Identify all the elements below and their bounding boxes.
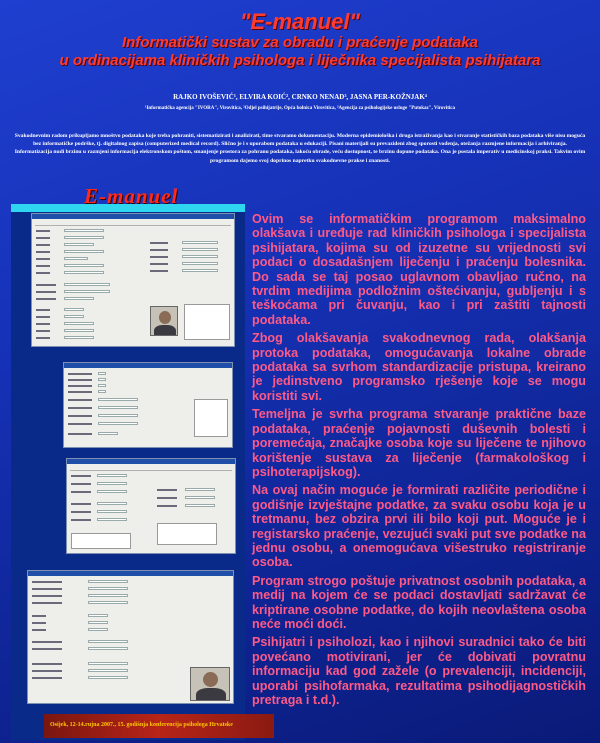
paragraph: Ovim se informatičkim programom maksimalno olakšava i uređuje rad kliničkih psihologa i specijalista psihijatara, kojima su od izuzetne su vrijednosti svi podaci o dosadašnjem liječenju i praćenju bolesnika. Do sada se taj posao uglavnom obavljao ručno, na tvrdim medijima podložnim oštećivanju, gubljenju i s teškoćama pri čuvanju, kao i pri zaštiti tajnosti podataka.	[252, 212, 586, 327]
paragraph: Na ovaj način moguće je formirati različite periodične i godišnje izvještajne podatke, za svaku osobu koja je u tretmanu, bez obzira prvi ili bilo koji put. Moguće je i registarsko praćenje, vezujući svaki put sve podatke na jednu osobu, a onemogućava višestruko registriranje osoba.	[252, 483, 586, 570]
paragraph: Program strogo poštuje privatnost osobnih podataka, a medij na kojem će se podaci dostavljati sadržavat će kriptirane osobne podatke, do kojih neovlaštena osoba neće moći doći.	[252, 573, 586, 631]
authors: RAJKO IVOŠEVIĆ¹, ELVIRA KOIĆ², CRNKO NENAD³, JASNA PER-KOŽNJAK⁴	[173, 93, 427, 101]
paragraph: Temeljna je svrha programa stvaranje praktične baze podataka, praćenje pojavnosti duševnih bolesti i poremećaja, značajke osoba koje su liječene te njihovo korištenje sustava za liječenje (farmakološkog i psihoterapijskog).	[252, 407, 586, 479]
abstract: Svakodnevnim radom prikupljamo mnoštvo podataka koje treba pohraniti, sistematizirati i analizirati, time stvaramo dokumentaciju. Moderna epidemiološka i druga istraživanja kao i stvaranje statističkih baza podataka više nisu moguća bez informatičke podrške, tj. digitalnog zapisa (computerized medical record). Slično je i s uporabom podataka u edukaciji. Pisani materijali su prevazideni zbog sporosti vođenja, otežanja razmjene informacija i arhiviranja. Informatizacija nudi brzinu u razmjeni informacija elektronskom poštom, smanjenje prostora za pohranu podataka, lakoću obrade, veću dostupnost, te brzinu dopune podataka. Ona je postala imperativ u medicinskoj praksi. Takvim ovim programom dajemo svoj doprinos napretku svakodnevne prakse i znanosti.	[14, 133, 586, 164]
title-line-3: u ordinacijama kliničkih psihologa i liječnika specijalista psihijatara	[59, 52, 541, 69]
body-text	[252, 212, 586, 711]
app-screenshot-4	[27, 570, 234, 704]
affiliations: ¹Informatička agencija "IVORA", Virovitica, ²Odjel psihijatrije, Opća bolnica Virovitica, ³Agencija za psihologijske usluge "Putokaz", Virovitica	[144, 106, 456, 111]
paragraph: Psihijatri i psiholozi, kao i njihovi suradnici tako će biti povećano motivirani, jer će dobivati povratnu informaciju kad god zažele (o prevalenciji, incidenciji, uporabi psihofarmaka, rezultatima psihodijagnostičkih pretraga i t.d.).	[252, 635, 586, 707]
app-screenshot-2	[63, 362, 233, 448]
title-line-2: Informatički sustav za obradu i praćenje podataka	[122, 34, 478, 51]
app-screenshot-1	[31, 213, 235, 347]
poster-title	[0, 10, 600, 70]
paragraph: Zbog olakšavanja svakodnevnog rada, olakšanja protoka podataka, omogućavanja lokalne obrade podataka sa svrhom standardizacije pristupa, kreirano je jedinstveno programsko rješenje koje se mogu koristiti svi.	[252, 331, 586, 403]
patient-photo-1	[150, 306, 178, 336]
patient-photo-2	[190, 667, 230, 701]
title-main: "E-manuel"	[240, 9, 360, 34]
logo-text: E-manuel	[84, 184, 179, 208]
footer-text: Osijek, 12-14.rujna 2007., 15. godišnja konferencija psihologa Hrvatske	[50, 722, 233, 728]
app-screenshot-3	[66, 458, 236, 554]
